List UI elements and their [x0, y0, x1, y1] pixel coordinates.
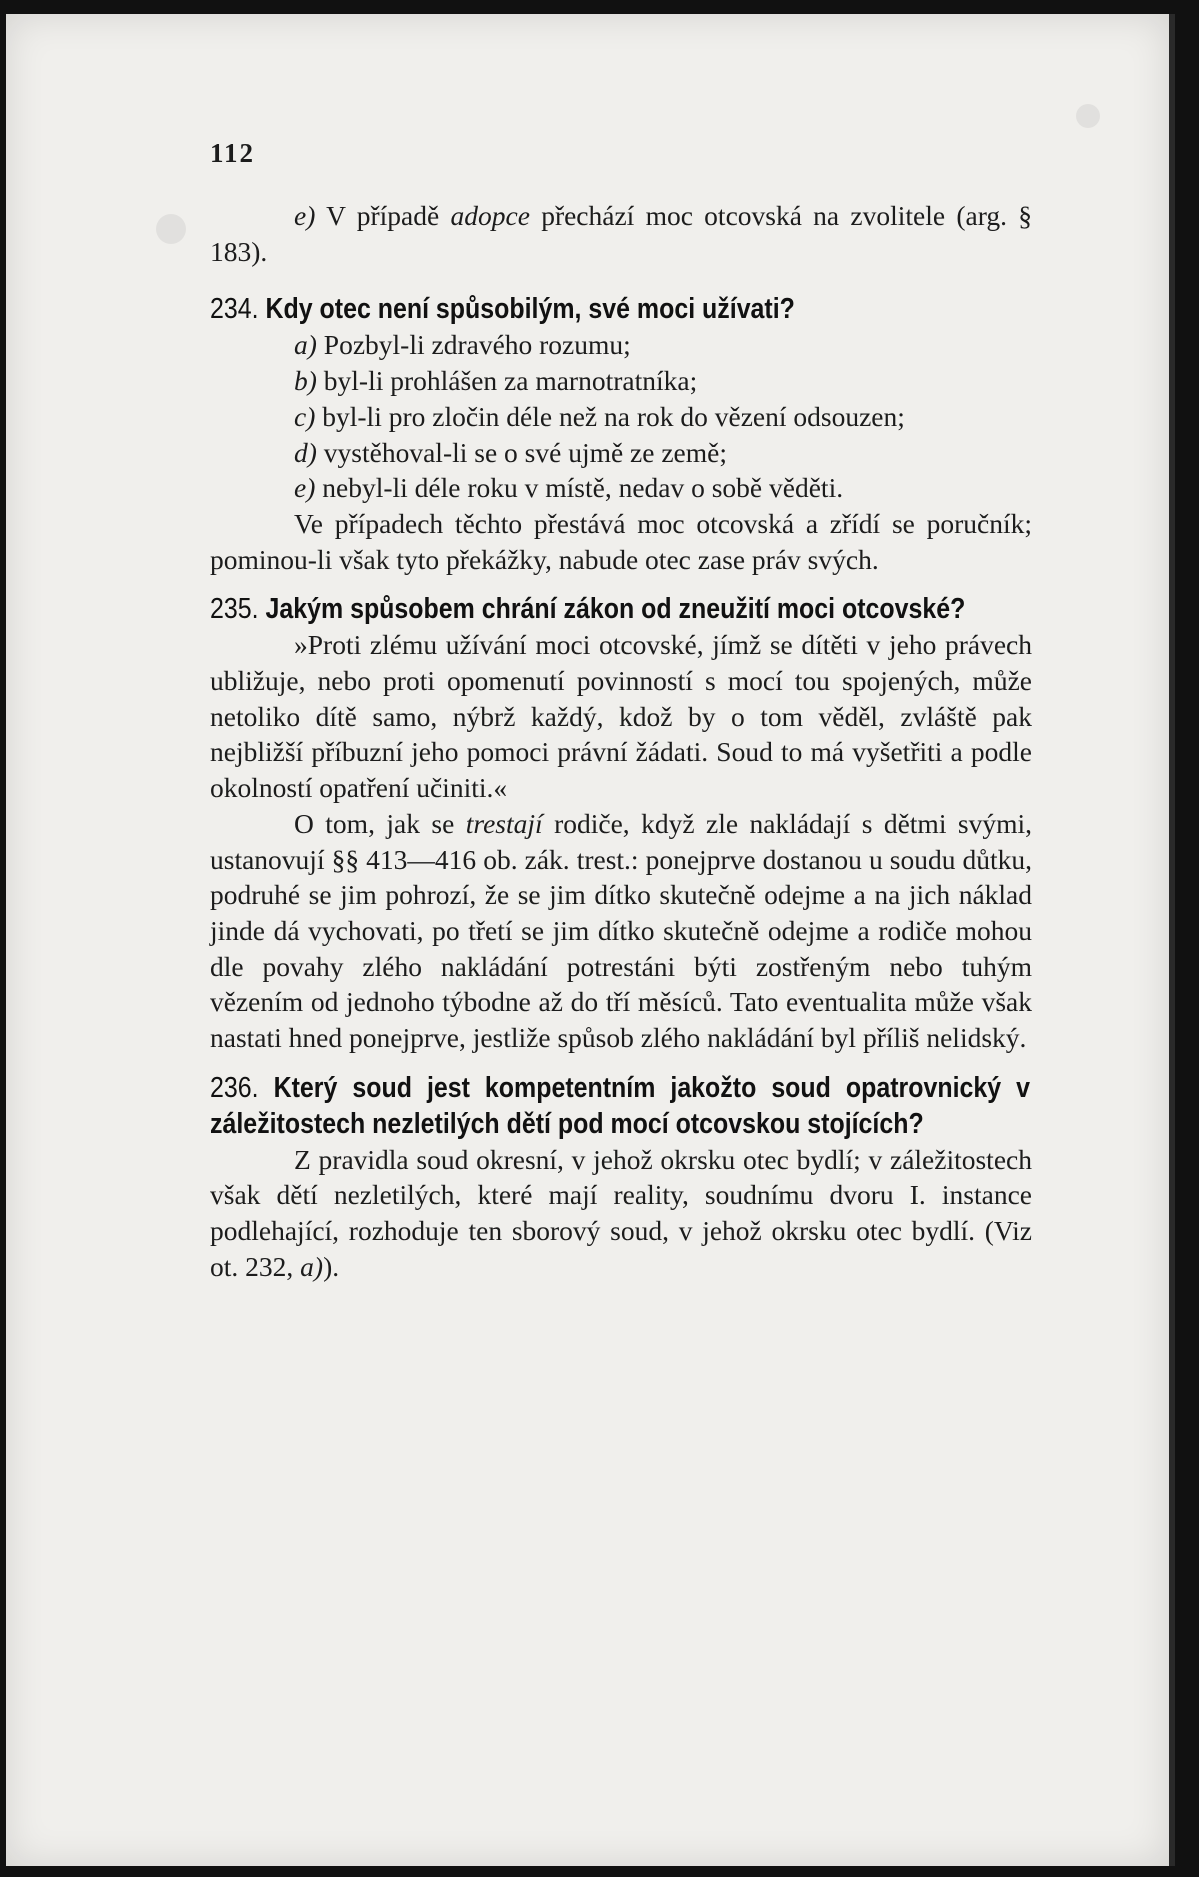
paragraph-adoption: e) V případě adopce přechází moc otcovská na zvolitele (arg. § 183).: [210, 200, 1032, 267]
question-234: 234. Kdy otec není spůsobilým, své moci užívati?: [210, 293, 795, 326]
paragraph-235-punishment: O tom, jak se trestají rodiče, když zle nakládají s dětmi svými, ustanovují §§ 413—416 ob. zák. trest.: ponejprve dostanou u soudu důtku, podruhé se jim pohrozí, že se jim dítko skutečně odejme a na jich náklad jinde dá vychovati, po třetí se jim dítko skutečně odejme a rodiče mohou dle povahy zlého nakládání potrestáni býti zostřeným nebo tuhým vězením od jednoho týbodne až do tří měsíců. Tato eventualita může však nastati hned ponejprve, jestliže spůsob zlého nakládání byl příliš nelidský.: [210, 807, 1032, 1054]
page-content: [210, 138, 1032, 1285]
paragraph-234: Ve případech těchto přestává moc otcovská a zřídí se poručník; pominou-li však tyto překážky, nabude otec zase práv svých.: [210, 507, 1032, 575]
paragraph-236: Z pravidla soud okresní, v jehož okrsku otec bydlí; v záležitostech však dětí nezletilých, které mají reality, soudnímu dvoru I. instance podlehající, rozhoduje ten sborový soud, v jehož okrsku otec bydlí. (Viz ot. 232, a)).: [210, 1143, 1032, 1282]
paper-smudge: [156, 214, 186, 244]
list-item-b: b) byl-li prohlášen za marnotratníka;: [294, 365, 698, 397]
item-label: e): [294, 200, 316, 231]
list-item-e: e) nebyl-li déle roku v místě, nedav o sobě věděti.: [294, 472, 844, 504]
paper-smudge: [1076, 104, 1100, 128]
page-number: 112: [210, 138, 256, 168]
question-236: 236. Který soud jest kompetentním jakožto soud opatrovnický v záležitostech nezletilých dětí pod mocí otcovskou stojících?: [210, 1071, 1031, 1140]
list-item-d: d) vystěhoval-li se o své ujmě ze země;: [294, 436, 727, 468]
paragraph-235-quote: »Proti zlému užívání moci otcovské, jímž se dítěti v jeho právech ubližuje, nebo proti opomenutí povinností s mocí tou spojených, může netoliko dítě samo, nýbrž každý, kdož by o tom věděl, zvláště pak nejbližší příbuzní jeho pomoci právní žádati. Soud to má vyšetřiti a podle okolností opatření učiniti.«: [210, 629, 1032, 804]
list-item-c: c) byl-li pro zločin déle než na rok do vězení odsouzen;: [294, 400, 905, 432]
question-235: 235. Jakým spůsobem chrání zákon od zneužití moci otcovské?: [210, 593, 966, 626]
list-item-a: a) Pozbyl-li zdravého rozumu;: [294, 329, 631, 361]
